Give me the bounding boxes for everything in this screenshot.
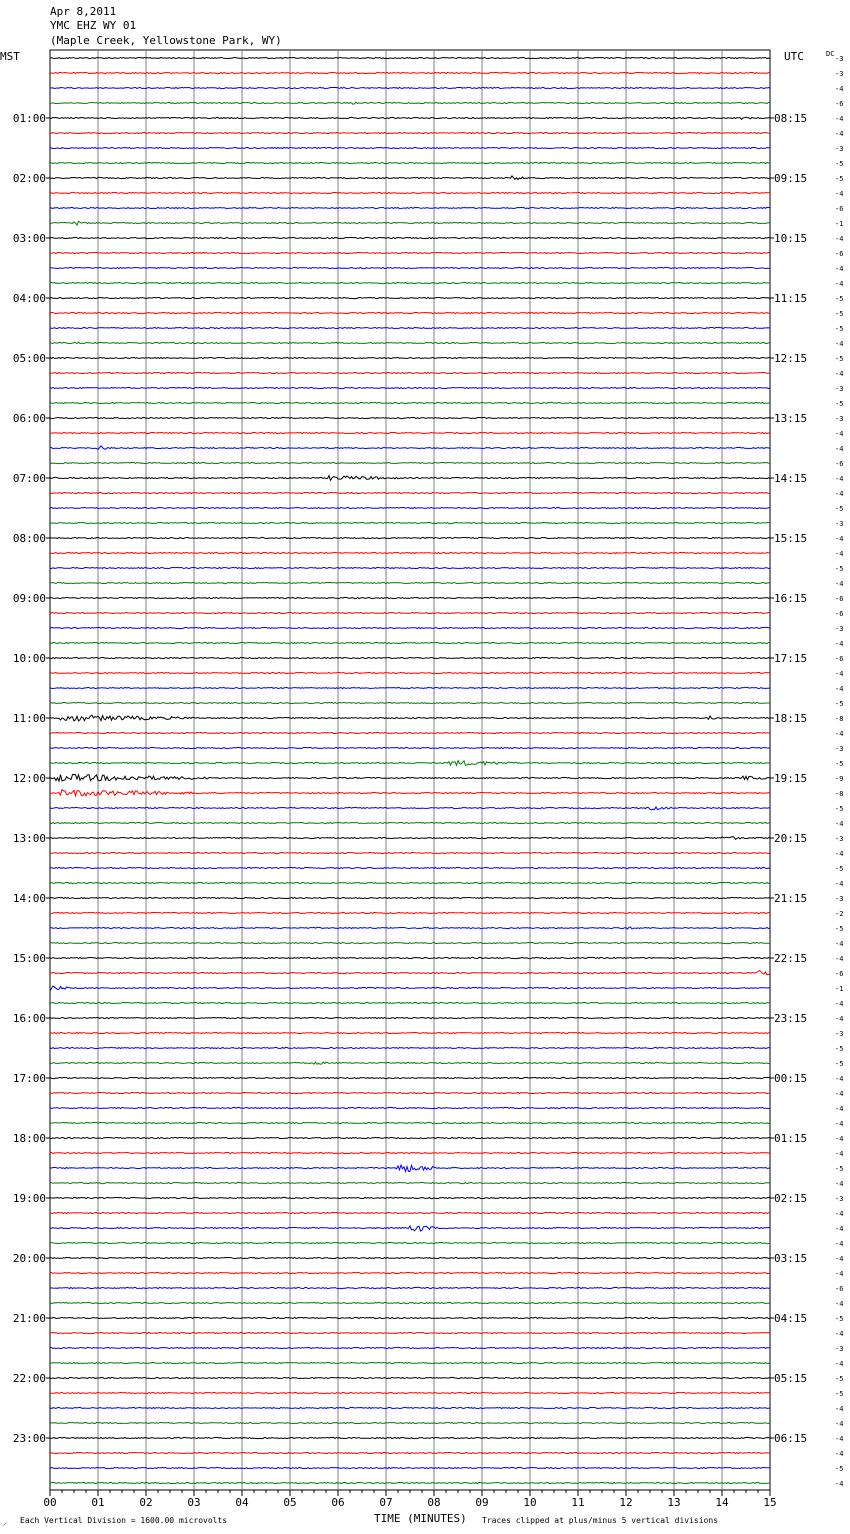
seismic-trace xyxy=(50,492,770,493)
dc-offset-label: -3 xyxy=(835,625,844,633)
seismic-trace xyxy=(50,790,770,796)
dc-offset-label: -3 xyxy=(835,1345,844,1353)
dc-offset-label: -8 xyxy=(835,715,844,723)
x-tick-label: 07 xyxy=(379,1496,393,1509)
mst-hour-label: 18:00 xyxy=(12,1132,46,1145)
utc-hour-label: 21:15 xyxy=(774,892,808,905)
seismic-trace xyxy=(50,732,770,733)
utc-hour-label: 23:15 xyxy=(774,1012,808,1025)
dc-offset-label: -5 xyxy=(835,1375,844,1383)
seismic-trace xyxy=(50,417,770,418)
seismic-trace xyxy=(50,957,770,958)
dc-offset-label: -4 xyxy=(835,1330,844,1338)
dc-offset-label: -4 xyxy=(835,1225,844,1233)
seismic-trace xyxy=(50,807,770,810)
dc-offset-label: -6 xyxy=(835,460,844,468)
dc-offset-label: -4 xyxy=(835,280,844,288)
x-tick-label: 12 xyxy=(619,1496,633,1509)
mst-hour-label: 22:00 xyxy=(12,1372,46,1385)
seismic-trace xyxy=(50,747,770,748)
mst-hour-label: 23:00 xyxy=(12,1432,46,1445)
seismic-trace xyxy=(50,1257,770,1258)
mst-hour-label: 21:00 xyxy=(12,1312,46,1325)
seismic-trace xyxy=(50,1452,770,1453)
dc-offset-label: -6 xyxy=(835,610,844,618)
dc-offset-label: -4 xyxy=(835,1150,844,1158)
seismic-trace xyxy=(50,1137,770,1138)
dc-offset-label: -4 xyxy=(835,1015,844,1023)
seismic-trace xyxy=(50,147,770,148)
dc-offset-label: -4 xyxy=(835,370,844,378)
dc-offset-label: -4 xyxy=(835,1435,844,1443)
seismic-trace xyxy=(50,912,770,913)
dc-offset-label: -4 xyxy=(835,85,844,93)
seismic-trace xyxy=(50,1467,770,1468)
utc-hour-label: 11:15 xyxy=(774,292,808,305)
mst-hour-label: 07:00 xyxy=(12,472,46,485)
dc-offset-label: -4 xyxy=(835,1120,844,1128)
seismic-trace xyxy=(50,87,770,88)
seismic-trace xyxy=(50,1152,770,1153)
mst-hour-label: 16:00 xyxy=(12,1012,46,1025)
dc-offset-label: -3 xyxy=(835,385,844,393)
dc-offset-label: -4 xyxy=(835,445,844,453)
seismic-trace xyxy=(50,357,770,358)
seismic-trace xyxy=(50,446,770,450)
dc-offset-label: -5 xyxy=(835,1165,844,1173)
dc-offset-label: -3 xyxy=(835,55,844,63)
dc-offset-label: -5 xyxy=(835,925,844,933)
dc-offset-label: -6 xyxy=(835,1285,844,1293)
seismic-trace xyxy=(50,775,770,782)
dc-offset-label: -5 xyxy=(835,1390,844,1398)
seismic-trace xyxy=(50,192,770,193)
seismic-trace xyxy=(50,1287,770,1288)
utc-hour-label: 14:15 xyxy=(774,472,808,485)
seismic-trace xyxy=(50,432,770,433)
seismic-trace xyxy=(50,1047,770,1048)
mst-hour-label: 12:00 xyxy=(12,772,46,785)
dc-offset-label: -6 xyxy=(835,970,844,978)
utc-hour-label: 17:15 xyxy=(774,652,808,665)
dc-offset-label: -4 xyxy=(835,670,844,678)
dc-offset-label: -4 xyxy=(835,1210,844,1218)
dc-offset-label: -4 xyxy=(835,475,844,483)
seismic-trace xyxy=(50,57,770,58)
seismic-trace xyxy=(50,537,770,538)
seismic-trace xyxy=(50,1092,770,1093)
seismic-trace xyxy=(50,522,770,523)
seismic-trace xyxy=(50,1107,770,1108)
seismic-trace xyxy=(50,476,770,481)
clip-note: Traces clipped at plus/minus 5 vertical divisions xyxy=(482,1516,719,1525)
mst-hour-label: 15:00 xyxy=(12,952,46,965)
dc-offset-label: -4 xyxy=(835,1180,844,1188)
dc-offset-label: -3 xyxy=(835,745,844,753)
seismic-trace xyxy=(50,1302,770,1303)
dc-offset-label: -4 xyxy=(835,115,844,123)
seismic-trace xyxy=(50,1437,770,1438)
mst-hour-label: 14:00 xyxy=(12,892,46,905)
dc-offset-label: -4 xyxy=(835,1090,844,1098)
mst-hour-label: 08:00 xyxy=(12,532,46,545)
corner-mark: ⸝ xyxy=(3,1518,7,1527)
dc-offset-label: -4 xyxy=(835,235,844,243)
x-axis-title: TIME (MINUTES) xyxy=(374,1512,467,1525)
seismic-trace xyxy=(50,970,770,974)
mst-hour-label: 03:00 xyxy=(12,232,46,245)
utc-hour-label: 13:15 xyxy=(774,412,808,425)
utc-hour-label: 08:15 xyxy=(774,112,808,125)
dc-offset-label: -4 xyxy=(835,1255,844,1263)
utc-hour-label: 02:15 xyxy=(774,1192,808,1205)
utc-hour-label: 06:15 xyxy=(774,1432,808,1445)
utc-hour-label: 00:15 xyxy=(774,1072,808,1085)
mst-hour-label: 06:00 xyxy=(12,412,46,425)
seismic-trace xyxy=(50,867,770,868)
dc-offset-label: -3 xyxy=(835,520,844,528)
mst-hour-label: 02:00 xyxy=(12,172,46,185)
seismic-trace xyxy=(50,1165,770,1172)
dc-offset-label: -2 xyxy=(835,910,844,918)
mst-hour-label: 20:00 xyxy=(12,1252,46,1265)
seismic-trace xyxy=(50,237,770,238)
dc-offset-label: -4 xyxy=(835,850,844,858)
seismic-trace xyxy=(50,1212,770,1213)
dc-offset-label: -5 xyxy=(835,1060,844,1068)
station-code: YMC EHZ WY 01 xyxy=(50,19,137,32)
seismic-trace xyxy=(50,1482,770,1483)
dc-offset-label: -4 xyxy=(835,1075,844,1083)
seismic-trace xyxy=(50,72,770,73)
dc-offset-label: -4 xyxy=(835,340,844,348)
seismic-trace xyxy=(50,657,770,658)
dc-offset-label: -4 xyxy=(835,130,844,138)
utc-hour-label: 09:15 xyxy=(774,172,808,185)
dc-offset-label: -4 xyxy=(835,580,844,588)
mst-hour-label: 11:00 xyxy=(12,712,46,725)
seismic-trace xyxy=(50,1077,770,1078)
x-tick-label: 01 xyxy=(91,1496,105,1509)
dc-offset-label: -4 xyxy=(835,955,844,963)
seismic-trace xyxy=(50,1032,770,1033)
dc-offset-label: -3 xyxy=(835,145,844,153)
utc-hour-label: 19:15 xyxy=(774,772,808,785)
seismic-trace xyxy=(50,1062,770,1064)
seismic-trace xyxy=(50,327,770,328)
dc-offset-label: -5 xyxy=(835,565,844,573)
dc-offset-label: -4 xyxy=(835,430,844,438)
dc-offset-label: -6 xyxy=(835,595,844,603)
x-tick-label: 09 xyxy=(475,1496,489,1509)
dc-offset-label: -3 xyxy=(835,70,844,78)
dc-offset-label: -6 xyxy=(835,250,844,258)
mst-hour-label: 01:00 xyxy=(12,112,46,125)
x-tick-label: 03 xyxy=(187,1496,201,1509)
x-tick-label: 15 xyxy=(763,1496,777,1509)
seismic-trace xyxy=(50,507,770,508)
seismic-trace xyxy=(50,462,770,463)
dc-offset-label: -4 xyxy=(835,820,844,828)
x-tick-label: 05 xyxy=(283,1496,297,1509)
dc-offset-label: -4 xyxy=(835,940,844,948)
dc-offset-label: -4 xyxy=(835,1300,844,1308)
seismic-trace xyxy=(50,1332,770,1333)
dc-offset-label: -4 xyxy=(835,1405,844,1413)
seismic-trace xyxy=(50,986,770,991)
seismic-trace xyxy=(50,942,770,943)
seismic-trace xyxy=(50,207,770,208)
seismic-trace xyxy=(50,372,770,373)
dc-offset-label: -4 xyxy=(835,535,844,543)
seismic-trace xyxy=(50,642,770,643)
vertical-scale-note: Each Vertical Division = 1600.00 microvolts xyxy=(20,1516,228,1525)
seismic-trace xyxy=(50,822,770,823)
dc-offset-label: -4 xyxy=(835,1105,844,1113)
seismic-trace xyxy=(50,176,770,180)
seismic-trace xyxy=(50,1422,770,1423)
seismic-trace xyxy=(50,162,770,163)
seismic-trace xyxy=(50,927,770,929)
seismic-trace xyxy=(50,1317,770,1318)
dc-offset-label: -6 xyxy=(835,205,844,213)
seismic-trace xyxy=(50,1362,770,1363)
dc-offset-label: -5 xyxy=(835,160,844,168)
seismic-trace xyxy=(50,117,770,119)
mst-hour-label: 09:00 xyxy=(12,592,46,605)
dc-offset-label: -5 xyxy=(835,295,844,303)
mst-hour-label: 13:00 xyxy=(12,832,46,845)
x-tick-label: 10 xyxy=(523,1496,537,1509)
seismic-trace xyxy=(50,402,770,403)
plot-frame xyxy=(50,50,770,1490)
utc-hour-label: 01:15 xyxy=(774,1132,808,1145)
dc-offset-label: -5 xyxy=(835,325,844,333)
seismic-trace xyxy=(50,702,770,703)
dc-offset-label: -4 xyxy=(835,880,844,888)
dc-offset-label: -4 xyxy=(835,685,844,693)
dc-offset-label: -4 xyxy=(835,490,844,498)
dc-offset-label: -5 xyxy=(835,760,844,768)
seismic-trace xyxy=(50,837,770,840)
dc-offset-label: -5 xyxy=(835,865,844,873)
dc-offset-label: -4 xyxy=(835,550,844,558)
dc-offset-label: -4 xyxy=(835,1240,844,1248)
dc-offset-label: -5 xyxy=(835,505,844,513)
dc-offset-label: -5 xyxy=(835,1465,844,1473)
seismic-trace xyxy=(50,582,770,583)
dc-offset-label: -8 xyxy=(835,790,844,798)
dc-offset-label: -5 xyxy=(835,1315,844,1323)
dc-offset-label: -5 xyxy=(835,355,844,363)
seismic-trace xyxy=(50,567,770,568)
seismic-trace xyxy=(50,761,770,766)
seismic-trace xyxy=(50,897,770,898)
seismic-trace xyxy=(50,1377,770,1378)
dc-offset-label: -4 xyxy=(835,265,844,273)
seismic-trace xyxy=(50,1242,770,1243)
seismic-trace xyxy=(50,687,770,688)
utc-hour-label: 15:15 xyxy=(774,532,808,545)
mst-hour-label: 19:00 xyxy=(12,1192,46,1205)
seismic-trace xyxy=(50,852,770,853)
utc-hour-label: 16:15 xyxy=(774,592,808,605)
x-tick-label: 00 xyxy=(43,1496,57,1509)
seismic-trace xyxy=(50,715,770,721)
dc-offset-label: -4 xyxy=(835,730,844,738)
utc-hour-label: 22:15 xyxy=(774,952,808,965)
seismic-trace xyxy=(50,252,770,253)
dc-offset-label: -4 xyxy=(835,1000,844,1008)
seismic-trace xyxy=(50,342,770,343)
seismic-trace xyxy=(50,282,770,283)
seismic-trace xyxy=(50,1392,770,1393)
seismic-trace xyxy=(50,1272,770,1273)
dc-offset-label: -5 xyxy=(835,310,844,318)
dc-offset-label: -3 xyxy=(835,895,844,903)
utc-hour-label: 20:15 xyxy=(774,832,808,845)
utc-hour-label: 10:15 xyxy=(774,232,808,245)
mst-hour-label: 17:00 xyxy=(12,1072,46,1085)
seismic-trace xyxy=(50,612,770,613)
seismic-trace xyxy=(50,882,770,883)
dc-offset-label: -4 xyxy=(835,1270,844,1278)
dc-offset-label: -1 xyxy=(835,220,844,228)
seismic-trace xyxy=(50,267,770,268)
seismic-trace xyxy=(50,1122,770,1123)
seismic-trace xyxy=(50,221,770,225)
x-tick-label: 14 xyxy=(715,1496,729,1509)
seismic-trace xyxy=(50,1197,770,1198)
dc-offset-label: -5 xyxy=(835,1045,844,1053)
seismic-trace xyxy=(50,672,770,673)
seismic-trace xyxy=(50,627,770,628)
right-timezone-label: UTC xyxy=(784,50,804,63)
seismic-trace xyxy=(50,1407,770,1408)
seismic-trace xyxy=(50,1347,770,1348)
utc-hour-label: 04:15 xyxy=(774,1312,808,1325)
dc-offset-label: -4 xyxy=(835,1360,844,1368)
mst-hour-label: 04:00 xyxy=(12,292,46,305)
dc-offset-label: -4 xyxy=(835,640,844,648)
x-tick-label: 11 xyxy=(571,1496,585,1509)
seismic-trace xyxy=(50,1017,770,1018)
dc-offset-label: -6 xyxy=(835,655,844,663)
dc-offset-label: -1 xyxy=(835,985,844,993)
seismic-trace xyxy=(50,312,770,313)
left-timezone-label: MST xyxy=(0,50,20,63)
x-tick-label: 13 xyxy=(667,1496,681,1509)
x-tick-label: 04 xyxy=(235,1496,249,1509)
utc-hour-label: 03:15 xyxy=(774,1252,808,1265)
dc-header-label: DC xyxy=(826,50,835,58)
seismic-trace xyxy=(50,102,770,104)
dc-offset-label: -4 xyxy=(835,1135,844,1143)
seismic-trace xyxy=(50,552,770,553)
seismic-trace xyxy=(50,1226,770,1231)
x-tick-label: 06 xyxy=(331,1496,345,1509)
dc-offset-label: -3 xyxy=(835,835,844,843)
seismic-trace xyxy=(50,387,770,388)
station-location: (Maple Creek, Yellowstone Park, WY) xyxy=(50,34,282,47)
dc-offset-label: -9 xyxy=(835,775,844,783)
dc-offset-label: -4 xyxy=(835,1480,844,1488)
x-tick-label: 02 xyxy=(139,1496,153,1509)
seismic-trace xyxy=(50,132,770,133)
seismic-trace xyxy=(50,297,770,298)
dc-offset-label: -6 xyxy=(835,100,844,108)
utc-hour-label: 12:15 xyxy=(774,352,808,365)
mst-hour-label: 10:00 xyxy=(12,652,46,665)
dc-offset-label: -3 xyxy=(835,1195,844,1203)
dc-offset-label: -3 xyxy=(835,415,844,423)
seismic-trace xyxy=(50,1182,770,1183)
dc-offset-label: -5 xyxy=(835,700,844,708)
utc-hour-label: 05:15 xyxy=(774,1372,808,1385)
dc-offset-label: -5 xyxy=(835,400,844,408)
dc-offset-label: -5 xyxy=(835,175,844,183)
dc-offset-label: -4 xyxy=(835,1450,844,1458)
dc-offset-label: -4 xyxy=(835,190,844,198)
seismic-trace xyxy=(50,597,770,598)
record-date: Apr 8,2011 xyxy=(50,5,117,18)
x-tick-label: 08 xyxy=(427,1496,441,1509)
seismic-trace xyxy=(50,1002,770,1003)
utc-hour-label: 18:15 xyxy=(774,712,808,725)
mst-hour-label: 05:00 xyxy=(12,352,46,365)
dc-offset-label: -4 xyxy=(835,1420,844,1428)
dc-offset-label: -5 xyxy=(835,805,844,813)
dc-offset-label: -3 xyxy=(835,1030,844,1038)
